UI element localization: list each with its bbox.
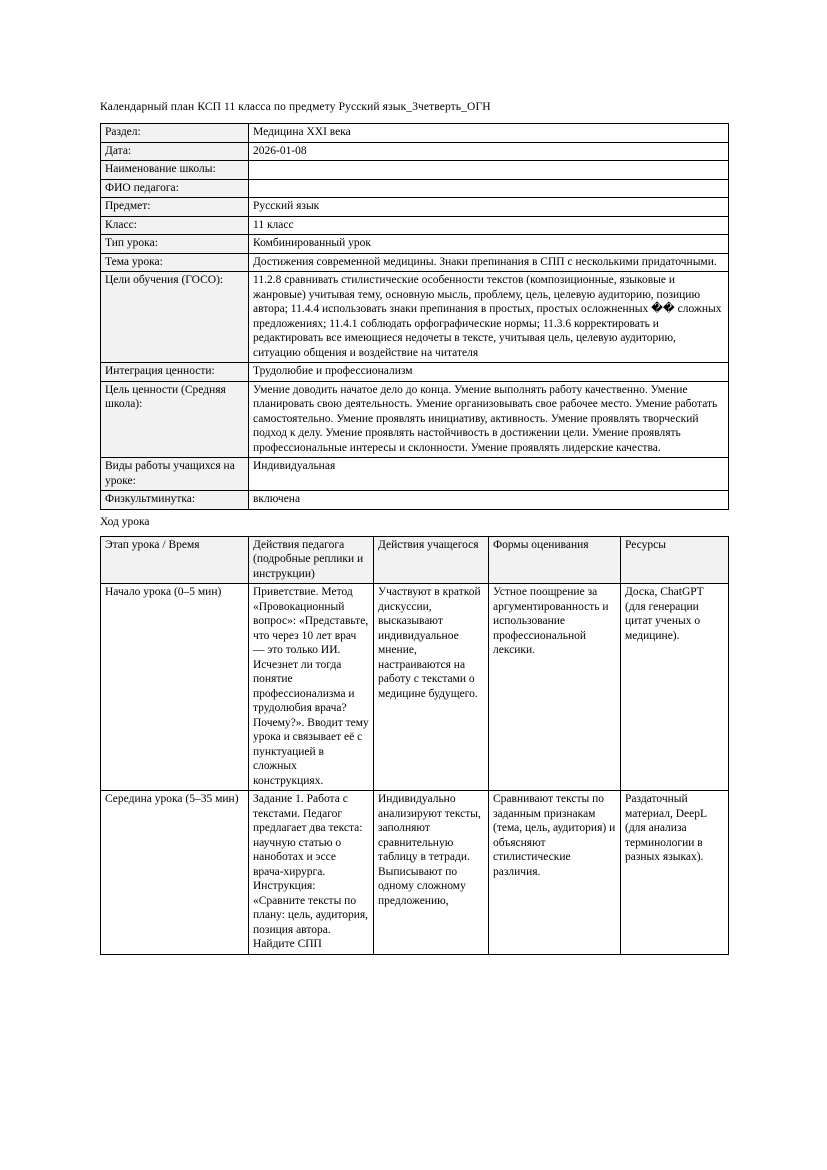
info-row-value: 2026-01-08 (249, 142, 729, 161)
column-header-resources: Ресурсы (621, 536, 729, 584)
table-row (101, 584, 729, 791)
table-header-row (101, 536, 729, 584)
table-row (101, 179, 729, 198)
lesson-info-table-body (101, 124, 729, 510)
table-row (101, 198, 729, 217)
table-row (101, 381, 729, 458)
info-row-label: Класс: (101, 216, 249, 235)
flow-cell-assessment: Устное поощрение за аргументированность и использование профессиональной лексики. (489, 584, 621, 791)
column-header-assessment: Формы оценивания (489, 536, 621, 584)
table-row (101, 363, 729, 382)
info-row-value: Русский язык (249, 198, 729, 217)
info-row-label: Цель ценности (Средняя школа): (101, 381, 249, 458)
lesson-flow-table-body (101, 584, 729, 955)
info-row-label: Тип урока: (101, 235, 249, 254)
table-row (101, 491, 729, 510)
lesson-flow-caption: Ход урока (100, 515, 150, 528)
column-header-student: Действия учащегося (374, 536, 489, 584)
table-row (101, 791, 729, 955)
info-row-value (249, 179, 729, 198)
flow-cell-resources: Доска, ChatGPT (для генерации цитат ученых о медицине). (621, 584, 729, 791)
table-row (101, 272, 729, 363)
info-row-value: Индивидуальная (249, 458, 729, 491)
info-row-value: 11 класс (249, 216, 729, 235)
table-row (101, 253, 729, 272)
column-header-stage: Этап урока / Время (101, 536, 249, 584)
flow-cell-teacher: Приветствие. Метод «Провокационный вопрос»: «Представьте, что через 10 лет врач — это только ИИ. Исчезнет ли тогда понятие профессионализма и трудолюбия врача? Почему?». Вводит тему урока и связывает её с пунктуацией в сложных конструкциях. (249, 584, 374, 791)
info-row-value: Достижения современной медицины. Знаки препинания в СПП с несколькими придаточными. (249, 253, 729, 272)
flow-cell-resources: Раздаточный материал, DeepL (для анализа терминологии в разных языках). (621, 791, 729, 955)
info-row-label: Цели обучения (ГОСО): (101, 272, 249, 363)
info-row-value: 11.2.8 сравнивать стилистические особенности текстов (композиционные, языковые и жанровые) учитывая тему, основную мысль, проблему, цель, целевую аудиторию, позицию автора; 11.4.4 использовать знаки препинания в простых, простых осложненных �� сложных предложениях; 11.4.1 соблюдать орфографические нормы; 11.3.6 корректировать и редактировать все имеющиеся недочеты в тексте, учитывая цель, целевую аудиторию, ситуацию общения и воздействие на читателя (249, 272, 729, 363)
flow-cell-student: Участвуют в краткой дискуссии, высказывают индивидуальное мнение, настраиваются на работу с текстами о медицине будущего. (374, 584, 489, 791)
info-row-value: Умение доводить начатое дело до конца. Умение выполнять работу качественно. Умение планировать свою деятельность. Умение организовывать свое рабочее место. Умение работать самостоятельно. Умение проявлять инициативу, активность. Умение проявлять творческий подход к делу. Умение проявлять настойчивость в достижении цели. Умение проявлять профессиональные интересы и склонности. Умение проявлять лидерские качества. (249, 381, 729, 458)
info-row-label: Раздел: (101, 124, 249, 143)
info-row-value: включена (249, 491, 729, 510)
table-row (101, 235, 729, 254)
flow-cell-teacher: Задание 1. Работа с текстами. Педагог предлагает два текста: научную статью о наноботах и эссе врача-хирурга. Инструкция: «Сравните тексты по плану: цель, аудитория, позиция автора. Найдите СПП (249, 791, 374, 955)
table-row (101, 124, 729, 143)
info-row-label: Физкультминутка: (101, 491, 249, 510)
lesson-flow-table-head (101, 536, 729, 584)
info-row-label: ФИО педагога: (101, 179, 249, 198)
info-row-label: Дата: (101, 142, 249, 161)
flow-cell-student: Индивидуально анализируют тексты, заполняют сравнительную таблицу в тетради. Выписывают по одному сложному предложению, (374, 791, 489, 955)
info-row-value: Трудолюбие и профессионализм (249, 363, 729, 382)
info-row-value (249, 161, 729, 180)
flow-cell-assessment: Сравнивают тексты по заданным признакам (тема, цель, аудитория) и объясняют стилистические различия. (489, 791, 621, 955)
flow-cell-stage: Начало урока (0–5 мин) (101, 584, 249, 791)
info-row-label: Предмет: (101, 198, 249, 217)
info-row-label: Наименование школы: (101, 161, 249, 180)
lesson-info-table (100, 123, 729, 510)
page-title: Календарный план КСП 11 класса по предмету Русский язык_3четверть_ОГН (100, 101, 491, 113)
info-row-label: Тема урока: (101, 253, 249, 272)
info-row-value: Комбинированный урок (249, 235, 729, 254)
info-row-label: Виды работы учащихся на уроке: (101, 458, 249, 491)
table-row (101, 142, 729, 161)
table-row (101, 216, 729, 235)
table-row (101, 458, 729, 491)
info-row-label: Интеграция ценности: (101, 363, 249, 382)
info-row-value: Медицина XXI века (249, 124, 729, 143)
column-header-teacher: Действия педагога (подробные реплики и инструкции) (249, 536, 374, 584)
table-row (101, 161, 729, 180)
lesson-flow-table (100, 536, 729, 955)
flow-cell-stage: Середина урока (5–35 мин) (101, 791, 249, 955)
